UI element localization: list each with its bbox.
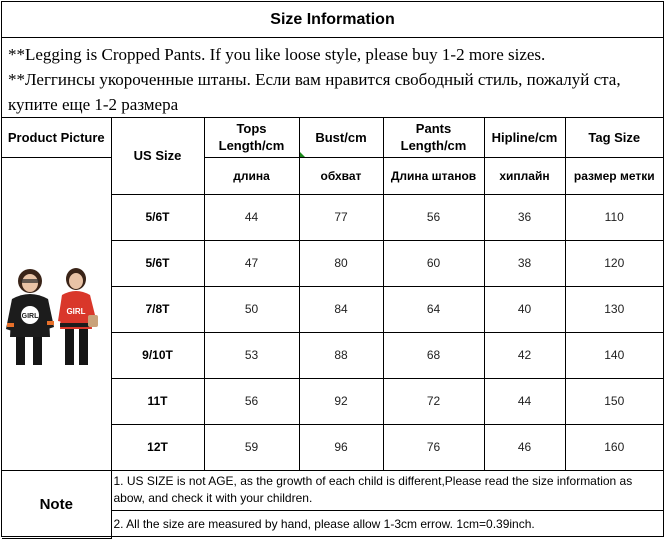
tops-cell: 50 [204, 286, 299, 332]
tag-cell: 130 [565, 286, 663, 332]
bust-cell: 88 [299, 332, 383, 378]
size-cell: 9/10T [111, 332, 204, 378]
tops-cell: 47 [204, 240, 299, 286]
product-photo [4, 259, 108, 369]
pants-cell: 56 [383, 194, 484, 240]
hipline-cell: 44 [484, 378, 565, 424]
subheader-tops: длина [204, 157, 299, 194]
size-cell: 7/8T [111, 286, 204, 332]
header-tops-length [204, 118, 299, 157]
subheader-row [2, 157, 663, 194]
hipline-cell: 46 [484, 424, 565, 470]
size-chart [1, 1, 664, 537]
photo-graphic-right: GIRL [66, 306, 86, 316]
size-table [2, 118, 663, 539]
hipline-cell: 36 [484, 194, 565, 240]
header-bust [299, 118, 383, 157]
note-item-1: 1. US SIZE is not AGE, as the growth of each child is different,Please read the size information as abow, and check it with your children. [111, 470, 663, 510]
subheader-tag: размер метки [565, 157, 663, 194]
note-english: **Legging is Cropped Pants. If you like loose style, please buy 1-2 more sizes. [8, 45, 546, 64]
bust-cell: 80 [299, 240, 383, 286]
note-item-2: 2. All the size are measured by hand, please allow 1-3cm errow. 1cm=0.39inch. [111, 510, 663, 538]
tag-cell: 110 [565, 194, 663, 240]
pants-cell: 64 [383, 286, 484, 332]
size-cell: 5/6T [111, 194, 204, 240]
header-pants-length [383, 118, 484, 157]
tag-cell: 120 [565, 240, 663, 286]
tag-cell: 140 [565, 332, 663, 378]
header-tag-size: Tag Size [565, 118, 663, 157]
subheader-pants: Длина штанов [383, 157, 484, 194]
header-product-picture: Product Picture [2, 118, 111, 157]
header-pants-text: Pants Length/cm [400, 121, 467, 154]
chart-title: Size Information [2, 2, 663, 38]
size-cell: 12T [111, 424, 204, 470]
header-row [2, 118, 663, 157]
tag-cell: 150 [565, 378, 663, 424]
size-cell: 11T [111, 378, 204, 424]
tops-cell: 59 [204, 424, 299, 470]
pants-cell: 76 [383, 424, 484, 470]
tops-cell: 56 [204, 378, 299, 424]
bust-cell: 84 [299, 286, 383, 332]
pants-cell: 72 [383, 378, 484, 424]
cell-marker-icon [300, 152, 305, 157]
size-cell: 5/6T [111, 240, 204, 286]
notes-block [2, 38, 663, 118]
header-us-size: US Size [111, 118, 204, 194]
subheader-hipline: хиплайн [484, 157, 565, 194]
tag-cell: 160 [565, 424, 663, 470]
note-label: Note [2, 470, 111, 538]
subheader-bust: обхват [299, 157, 383, 194]
note-row-1 [2, 470, 663, 510]
tops-cell: 44 [204, 194, 299, 240]
pants-cell: 60 [383, 240, 484, 286]
bust-cell: 96 [299, 424, 383, 470]
hipline-cell: 40 [484, 286, 565, 332]
product-picture-cell [2, 157, 111, 470]
header-bust-text: Bust/cm [315, 129, 367, 145]
header-hipline: Hipline/cm [484, 118, 565, 157]
bust-cell: 77 [299, 194, 383, 240]
note-russian: **Леггинсы укороченные штаны. Если вам нравится свободный стиль, пожалуй ста, купите еще 1-2 размера [8, 70, 621, 114]
hipline-cell: 38 [484, 240, 565, 286]
header-tops-text: Tops Length/cm [218, 121, 285, 154]
hipline-cell: 42 [484, 332, 565, 378]
tops-cell: 53 [204, 332, 299, 378]
bust-cell: 92 [299, 378, 383, 424]
pants-cell: 68 [383, 332, 484, 378]
photo-graphic-left: GIRL [21, 312, 39, 320]
